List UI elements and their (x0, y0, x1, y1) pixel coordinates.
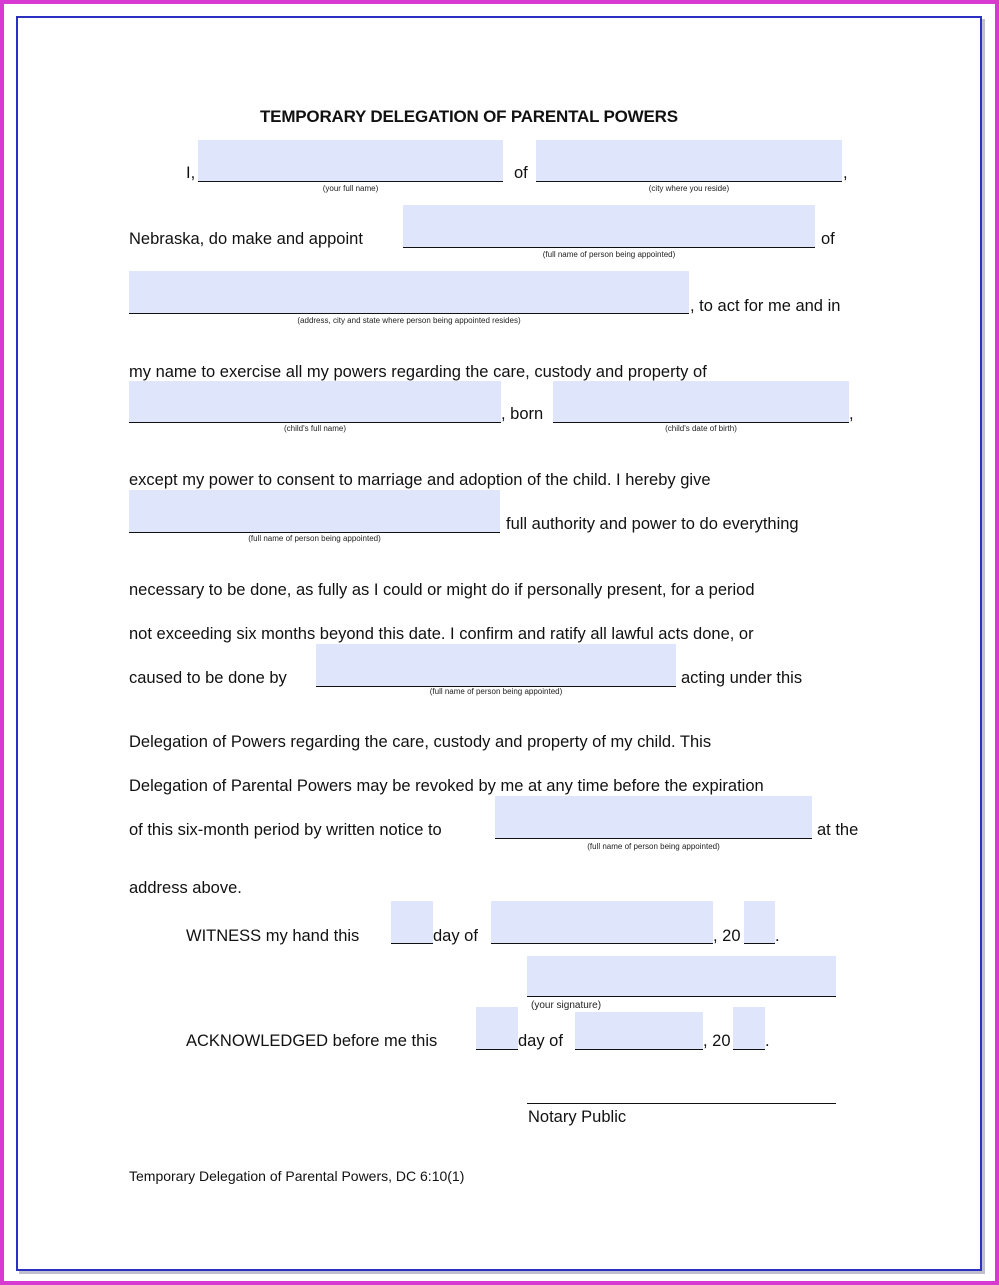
hint-address-appointee: (address, city and state where person being appointed resides) (297, 316, 521, 325)
hint-child-dob: (child's date of birth) (665, 424, 737, 433)
document-footer: Temporary Delegation of Parental Powers, DC 6:10(1) (129, 1168, 465, 1184)
notary-signature-line (527, 1103, 836, 1104)
text-comma-1: , (843, 164, 848, 182)
witness-year-field[interactable] (744, 901, 775, 944)
hint-appointee-2: (full name of person being appointed) (248, 534, 381, 543)
witness-day-field[interactable] (391, 901, 433, 944)
text-comma-2: , (849, 405, 854, 423)
text-witness: WITNESS my hand this (186, 927, 360, 945)
ack-year-field[interactable] (733, 1007, 765, 1050)
text-act-for: , to act for me and in (690, 297, 841, 315)
text-notary-public: Notary Public (528, 1108, 627, 1126)
text-delegation-2: Delegation of Parental Powers may be revoked by me at any time before the expiration (129, 777, 764, 795)
appointee-name-field-2[interactable] (129, 490, 500, 533)
full-name-field[interactable] (198, 140, 503, 182)
text-day-of-2: day of (518, 1032, 563, 1050)
text-twenty-1: , 20 (713, 927, 741, 945)
text-period-1: . (775, 927, 780, 945)
text-acting-under: acting under this (681, 669, 803, 687)
appointee-address-field[interactable] (129, 271, 689, 314)
appointee-name-field-1[interactable] (403, 205, 815, 248)
text-born: , born (501, 405, 544, 423)
document-title: TEMPORARY DELEGATION OF PARENTAL POWERS (260, 107, 678, 126)
appointee-name-field-3[interactable] (316, 644, 676, 687)
ack-day-field[interactable] (476, 1007, 518, 1050)
text-of-2: of (821, 230, 835, 248)
text-caused-by: caused to be done by (129, 669, 287, 687)
text-of-1: of (514, 164, 528, 182)
hint-city-reside: (city where you reside) (648, 184, 730, 193)
text-except: except my power to consent to marriage and adoption of the child. I hereby give (129, 471, 711, 489)
text-my-name: my name to exercise all my powers regarding the care, custody and property of (129, 363, 707, 381)
hint-your-signature: (your signature) (531, 1000, 602, 1011)
text-i: I, (186, 164, 196, 182)
city-field[interactable] (536, 140, 842, 182)
text-full-authority: full authority and power to do everything (506, 515, 799, 533)
hint-your-full-name: (your full name) (322, 184, 379, 193)
hint-appointee-1: (full name of person being appointed) (542, 250, 676, 259)
hint-child-name: (child's full name) (284, 424, 346, 433)
appointee-name-field-4[interactable] (495, 796, 812, 839)
witness-month-field[interactable] (491, 901, 713, 944)
hint-appointee-4: (full name of person being appointed) (587, 842, 720, 851)
hint-appointee-3: (full name of person being appointed) (429, 687, 563, 696)
text-day-of-1: day of (433, 927, 478, 945)
text-not-exceeding: not exceeding six months beyond this date. I confirm and ratify all lawful acts done, or (129, 625, 754, 643)
ack-month-field[interactable] (575, 1012, 703, 1050)
text-address-above: address above. (129, 879, 242, 897)
child-name-field[interactable] (129, 381, 501, 423)
text-twenty-2: , 20 (703, 1032, 731, 1050)
text-acknowledged: ACKNOWLEDGED before me this (186, 1032, 438, 1050)
child-dob-field[interactable] (553, 381, 849, 423)
text-nebraska: Nebraska, do make and appoint (129, 230, 363, 248)
text-delegation-1: Delegation of Powers regarding the care, custody and property of my child. This (129, 733, 712, 751)
signature-field[interactable] (527, 956, 836, 997)
text-six-month: of this six-month period by written notice to (129, 821, 442, 839)
text-at-the: at the (817, 821, 859, 839)
text-period-2: . (765, 1032, 770, 1050)
text-necessary: necessary to be done, as fully as I could or might do if personally present, for a period (129, 581, 755, 599)
